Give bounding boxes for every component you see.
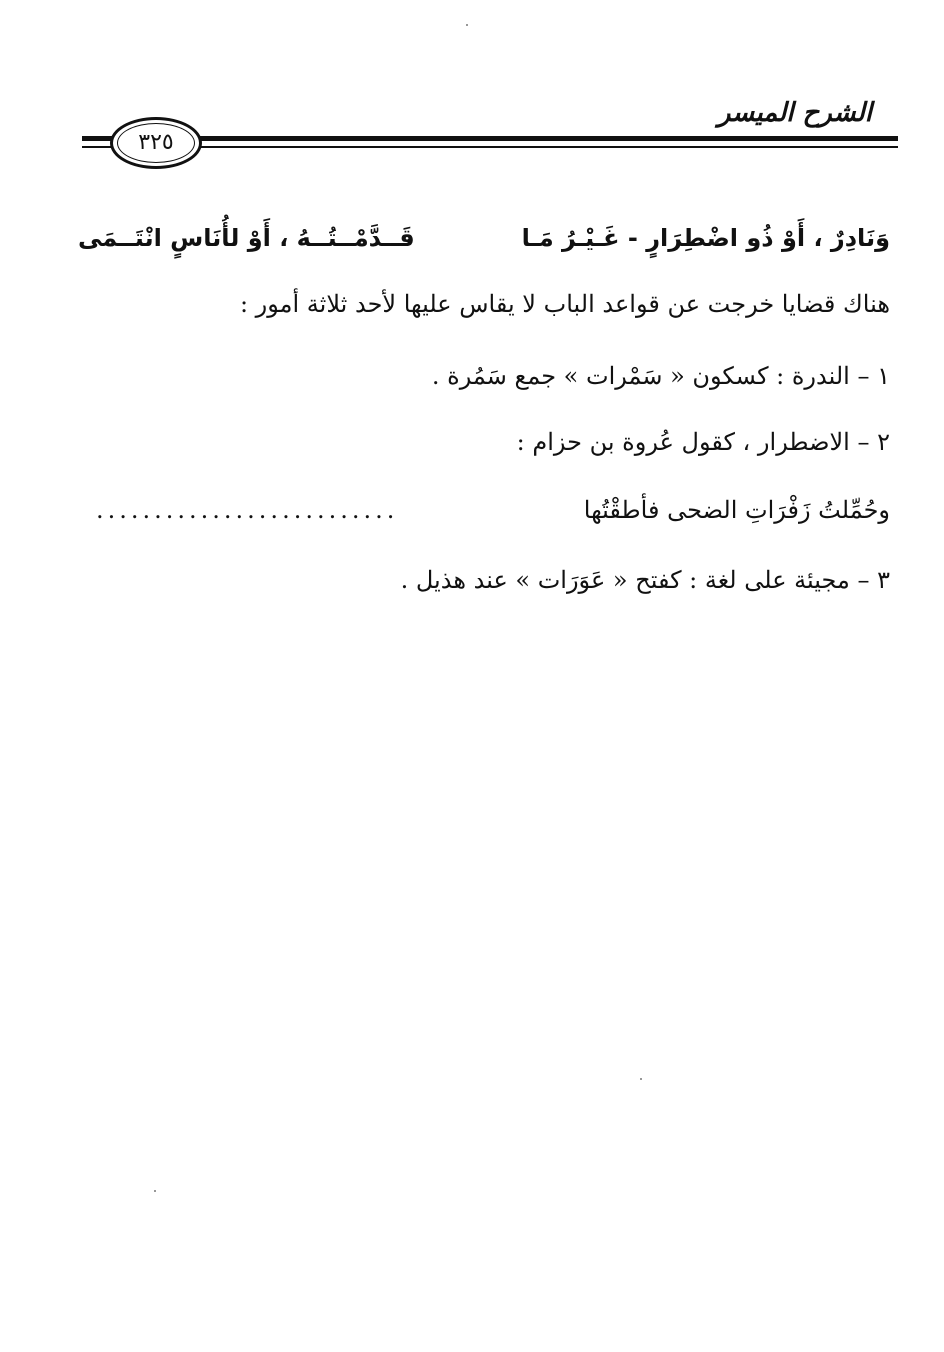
- list-item-2: ٢ – الاضطرار ، كقول عُروة بن حزام :: [516, 428, 890, 456]
- page-number: ٣٢٥: [117, 123, 195, 163]
- poem-hemistich: وحُمِّلتُ زَفْرَاتِ الضحى فأطقْتُها: [583, 496, 890, 524]
- verse-hemistich-right: وَنَادِرٌ ، أَوْ ذُو اضْطِرَارٍ - غَـيْـرُ مَـا: [521, 224, 890, 252]
- page-number-badge: [110, 117, 202, 169]
- list-item-1: ١ – الندرة : كسكون « سَمْرات » جمع سَمُرة .: [431, 362, 890, 390]
- list-item-3: ٣ – مجيئة على لغة : كفتح « عَوَرَات » عند هذيل .: [400, 566, 890, 594]
- intro-paragraph: هناك قضايا خرجت عن قواعد الباب لا يقاس عليها لأحد ثلاثة أمور :: [239, 290, 890, 318]
- header-rule-thin: [82, 146, 898, 148]
- scan-speck: [640, 1078, 642, 1080]
- book-title: الشرح الميسر: [717, 98, 872, 128]
- scan-speck: [466, 24, 468, 26]
- header-rule-thick: [82, 136, 898, 141]
- poem-line: [96, 490, 890, 530]
- scan-speck: [154, 1190, 156, 1192]
- verse-line: [78, 218, 890, 258]
- poem-omission-dots: ..........................: [96, 496, 399, 524]
- verse-hemistich-left: قَــدَّمْــتُــهُ ، أَوْ لأُنَاسٍ انْتَــمَى: [78, 224, 415, 252]
